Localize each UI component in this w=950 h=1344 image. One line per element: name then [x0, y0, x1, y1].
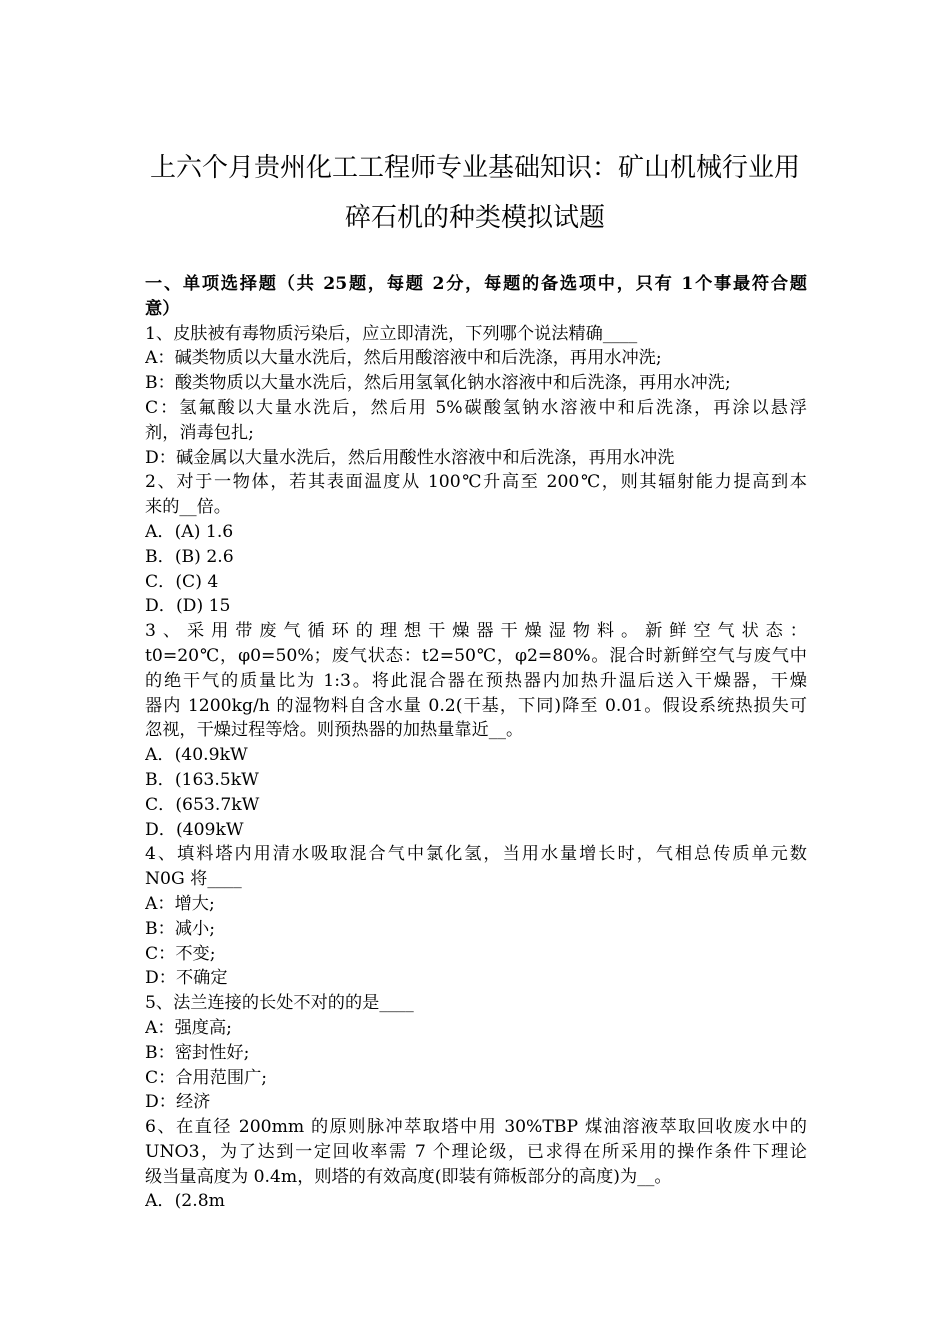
answer-option-text: D．(409kW: [145, 819, 244, 840]
answer-option-text: C：氢氟酸以大量水洗后，然后用 5%碳酸氢钠水溶液中和后洗涤，再涂以悬浮: [145, 397, 807, 418]
answer-option-text: C：合用范围广;: [145, 1067, 268, 1088]
answer-option-text: B．(163.5kW: [145, 769, 259, 790]
document-body: [145, 272, 807, 1214]
answer-option-text: C：不变;: [145, 943, 216, 964]
question-text-line: 4、填料塔内用清水吸取混合气中氯化氢，当用水量增长时，气相总传质单元数: [145, 844, 807, 865]
question-2: [145, 470, 807, 619]
answer-option: [145, 743, 807, 768]
question-text-line: 的绝干气的质量比为 1:3。将此混合器在预热器内加热升温后送入干燥器，干燥: [145, 670, 807, 691]
answer-option: [145, 346, 807, 371]
title-line-2: 碎石机的种类模拟试题: [344, 203, 605, 233]
question-text-line: N0G 将____: [145, 869, 242, 890]
answer-option: [145, 1016, 807, 1041]
section-heading-line-2: 意）: [145, 298, 180, 319]
title-line-1: 上六个月贵州化工工程师专业基础知识：矿山机械行业用: [149, 153, 800, 183]
document-title: [120, 143, 830, 243]
answer-option-text: D：经济: [145, 1092, 211, 1113]
question-1: [145, 322, 807, 471]
answer-option: [145, 1090, 807, 1115]
question-text-line: t0=20℃，φ0=50%；废气状态：t2=50℃，φ2=80%。混合时新鲜空气与废气中: [145, 645, 807, 666]
answer-option-text: C．(653.7kW: [145, 794, 260, 815]
question-text-line: 1、皮肤被有毒物质污染后，应立即清洗，下列哪个说法精确____: [145, 323, 638, 344]
answer-option: [145, 942, 807, 967]
section-heading-line-1: 一、单项选择题（共 25题，每题 2分，每题的备选项中，只有 1个事最符合题: [145, 274, 807, 294]
answer-option-text: B：密封性好;: [145, 1042, 250, 1063]
answer-option-text: 剂，消毒包扎;: [145, 422, 254, 443]
question-text-line: 来的__倍。: [145, 497, 231, 518]
answer-option: [145, 966, 807, 991]
answer-option-text: D．(D) 15: [145, 596, 231, 617]
question-text-line: 级当量高度为 0.4m，则塔的有效高度(即装有筛板部分的高度)为__。: [145, 1166, 672, 1187]
answer-option-text: A：碱类物质以大量水洗后，然后用酸溶液中和后洗涤，再用水冲洗;: [145, 348, 662, 369]
answer-option: [145, 371, 807, 396]
answer-option: [145, 818, 807, 843]
section-heading: [145, 272, 807, 322]
answer-option-text: C．(C) 4: [145, 571, 219, 592]
question-text-line: 5、法兰连接的长处不对的的是____: [145, 993, 414, 1014]
question-text-line: 器内 1200kg/h 的湿物料自含水量 0.2(干基，下同)降至 0.01。假设系统热损失可: [145, 695, 807, 716]
answer-option-text: A．(40.9kW: [145, 745, 248, 766]
question-text-line: UNO3，为了达到一定回收率需 7 个理论级，已求得在所采用的操作条件下理论: [145, 1141, 807, 1162]
question-text-line: 3、采用带废气循环的理想干燥器干燥湿物料。新鲜空气状态：: [145, 621, 807, 642]
question-list: [145, 322, 807, 1215]
answer-option-text: D：碱金属以大量水洗后，然后用酸性水溶液中和后洗涤，再用水冲洗: [145, 447, 675, 468]
question-3: [145, 619, 807, 842]
answer-option: [145, 892, 807, 917]
question-text-line: 2、对于一物体，若其表面温度从 100℃升高至 200℃，则其辐射能力提高到本: [145, 472, 807, 493]
answer-option-text: A．(A) 1.6: [145, 521, 234, 542]
answer-option-text: A：增大;: [145, 893, 215, 914]
answer-option: [145, 793, 807, 818]
answer-option: [145, 768, 807, 793]
answer-option: [145, 1041, 807, 1066]
answer-option: [145, 570, 807, 595]
answer-option: [145, 446, 807, 471]
question-6: [145, 1115, 807, 1214]
question-text-line: 6、在直径 200mm 的原则脉冲萃取塔中用 30%TBP 煤油溶液萃取回收废水中的: [145, 1117, 807, 1138]
question-5: [145, 991, 807, 1115]
answer-option: [145, 545, 807, 570]
answer-option: [145, 917, 807, 942]
answer-option-text: B．(B) 2.6: [145, 546, 234, 567]
answer-option: [145, 520, 807, 545]
answer-option: [145, 1189, 807, 1214]
answer-option: [145, 1066, 807, 1091]
answer-option-text: A：强度高;: [145, 1017, 232, 1038]
question-4: [145, 842, 807, 991]
answer-option-text: D：不确定: [145, 968, 228, 989]
question-text-line: 忽视，干燥过程等焓。则预热器的加热量靠近__。: [145, 720, 524, 741]
answer-option: [145, 396, 807, 446]
answer-option-text: B：减小;: [145, 918, 215, 939]
answer-option-text: A．(2.8m: [145, 1191, 225, 1212]
answer-option-text: B：酸类物质以大量水洗后，然后用氢氧化钠水溶液中和后洗涤，再用水冲洗;: [145, 373, 731, 394]
answer-option: [145, 594, 807, 619]
